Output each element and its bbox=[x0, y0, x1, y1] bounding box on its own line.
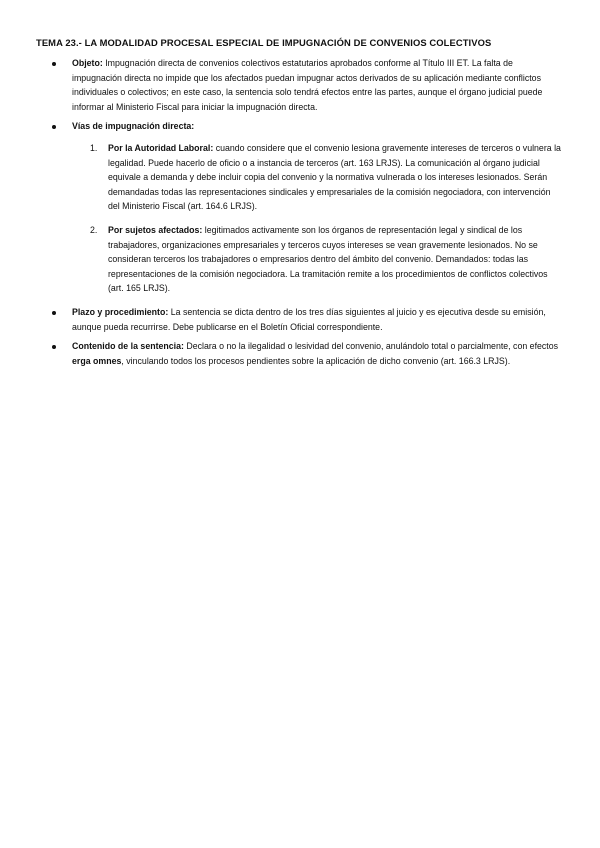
numbered-text: legitimados activamente son los órganos de representación legal y sindical de los trabajadores, organizaciones empresariales y terceros cuyos intereses se vean gravemente lesionados. No se consideran terceros los trabajadores o empresarios dentro del ámbito del convenio. Demandados: todas las representaciones de la comisión negociadora. La tramitación remite a los procedimientos de conflictos colectivos (art. 165 LRJS). bbox=[108, 224, 548, 294]
bullet-contenido bbox=[36, 339, 564, 368]
bullet-label: Objeto: bbox=[72, 58, 103, 68]
numbered-label: Por la Autoridad Laboral: bbox=[108, 142, 214, 153]
document-title: TEMA 23.- LA MODALIDAD PROCESAL ESPECIAL DE IMPUGNACIÓN DE CONVENIOS COLECTIVOS bbox=[36, 37, 492, 48]
bullet-text: La sentencia se dicta dentro de los tres días siguientes al juicio y es ejecutiva desde su emisión, aunque pueda recurrirse. Debe publicarse en el Boletín Oficial correspondiente. bbox=[72, 306, 546, 332]
bullet-dot-icon bbox=[52, 311, 56, 315]
bullet-label: Vías de impugnación directa: bbox=[72, 121, 195, 132]
bullet-dot-icon bbox=[52, 62, 56, 66]
numbered-item-autoridad bbox=[72, 141, 564, 214]
numbered-marker: 1. bbox=[90, 142, 98, 153]
bullet-text: Declara o no la ilegalidad o lesividad del convenio, anulándolo total o parcialmente, con efectos bbox=[183, 341, 559, 352]
bullet-emphasis: erga omnes bbox=[72, 355, 122, 366]
bullet-dot-icon bbox=[52, 345, 56, 349]
bullet-list bbox=[36, 56, 564, 368]
bullet-objeto bbox=[36, 56, 564, 114]
numbered-marker: 2. bbox=[90, 224, 98, 235]
numbered-label: Por sujetos afectados: bbox=[108, 224, 203, 235]
bullet-label: Contenido de la sentencia: bbox=[72, 341, 184, 352]
bullet-text: Impugnación directa de convenios colectivos estatutarios aprobados conforme al Título III ET. La falta de impugnación directa no impide que los afectados puedan impugnar actos derivados de su aplicación mediante conflictos individuales o colectivos; en este caso, la sentencia solo tendrá efectos entre las partes, aunque el órgano judicial puede informar al Ministerio Fiscal para iniciar la impugnación directa. bbox=[72, 58, 543, 112]
bullet-label: Plazo y procedimiento: bbox=[72, 306, 169, 317]
numbered-list bbox=[72, 141, 564, 296]
bullet-dot-icon bbox=[52, 125, 56, 129]
bullet-text: , vinculando todos los procesos pendientes sobre la aplicación de dicho convenio (art. 166.3 LRJS). bbox=[121, 355, 511, 366]
numbered-text: cuando considere que el convenio lesiona gravemente intereses de terceros o vulnera la legalidad. Puede hacerlo de oficio o a instancia de terceros (art. 163 LRJS). La comunicación al órgano judicial equivale a demanda y debe incluir copia del convenio y la normativa vulnerada o los intereses lesionados. Serán demandadas todas las representaciones sindicales y empresariales de la comisión negociadora, con intervención del Ministerio Fiscal (art. 164.6 LRJS). bbox=[108, 142, 561, 212]
bullet-plazo bbox=[36, 305, 564, 334]
numbered-item-sujetos bbox=[72, 223, 564, 296]
bullet-vias bbox=[36, 119, 564, 296]
